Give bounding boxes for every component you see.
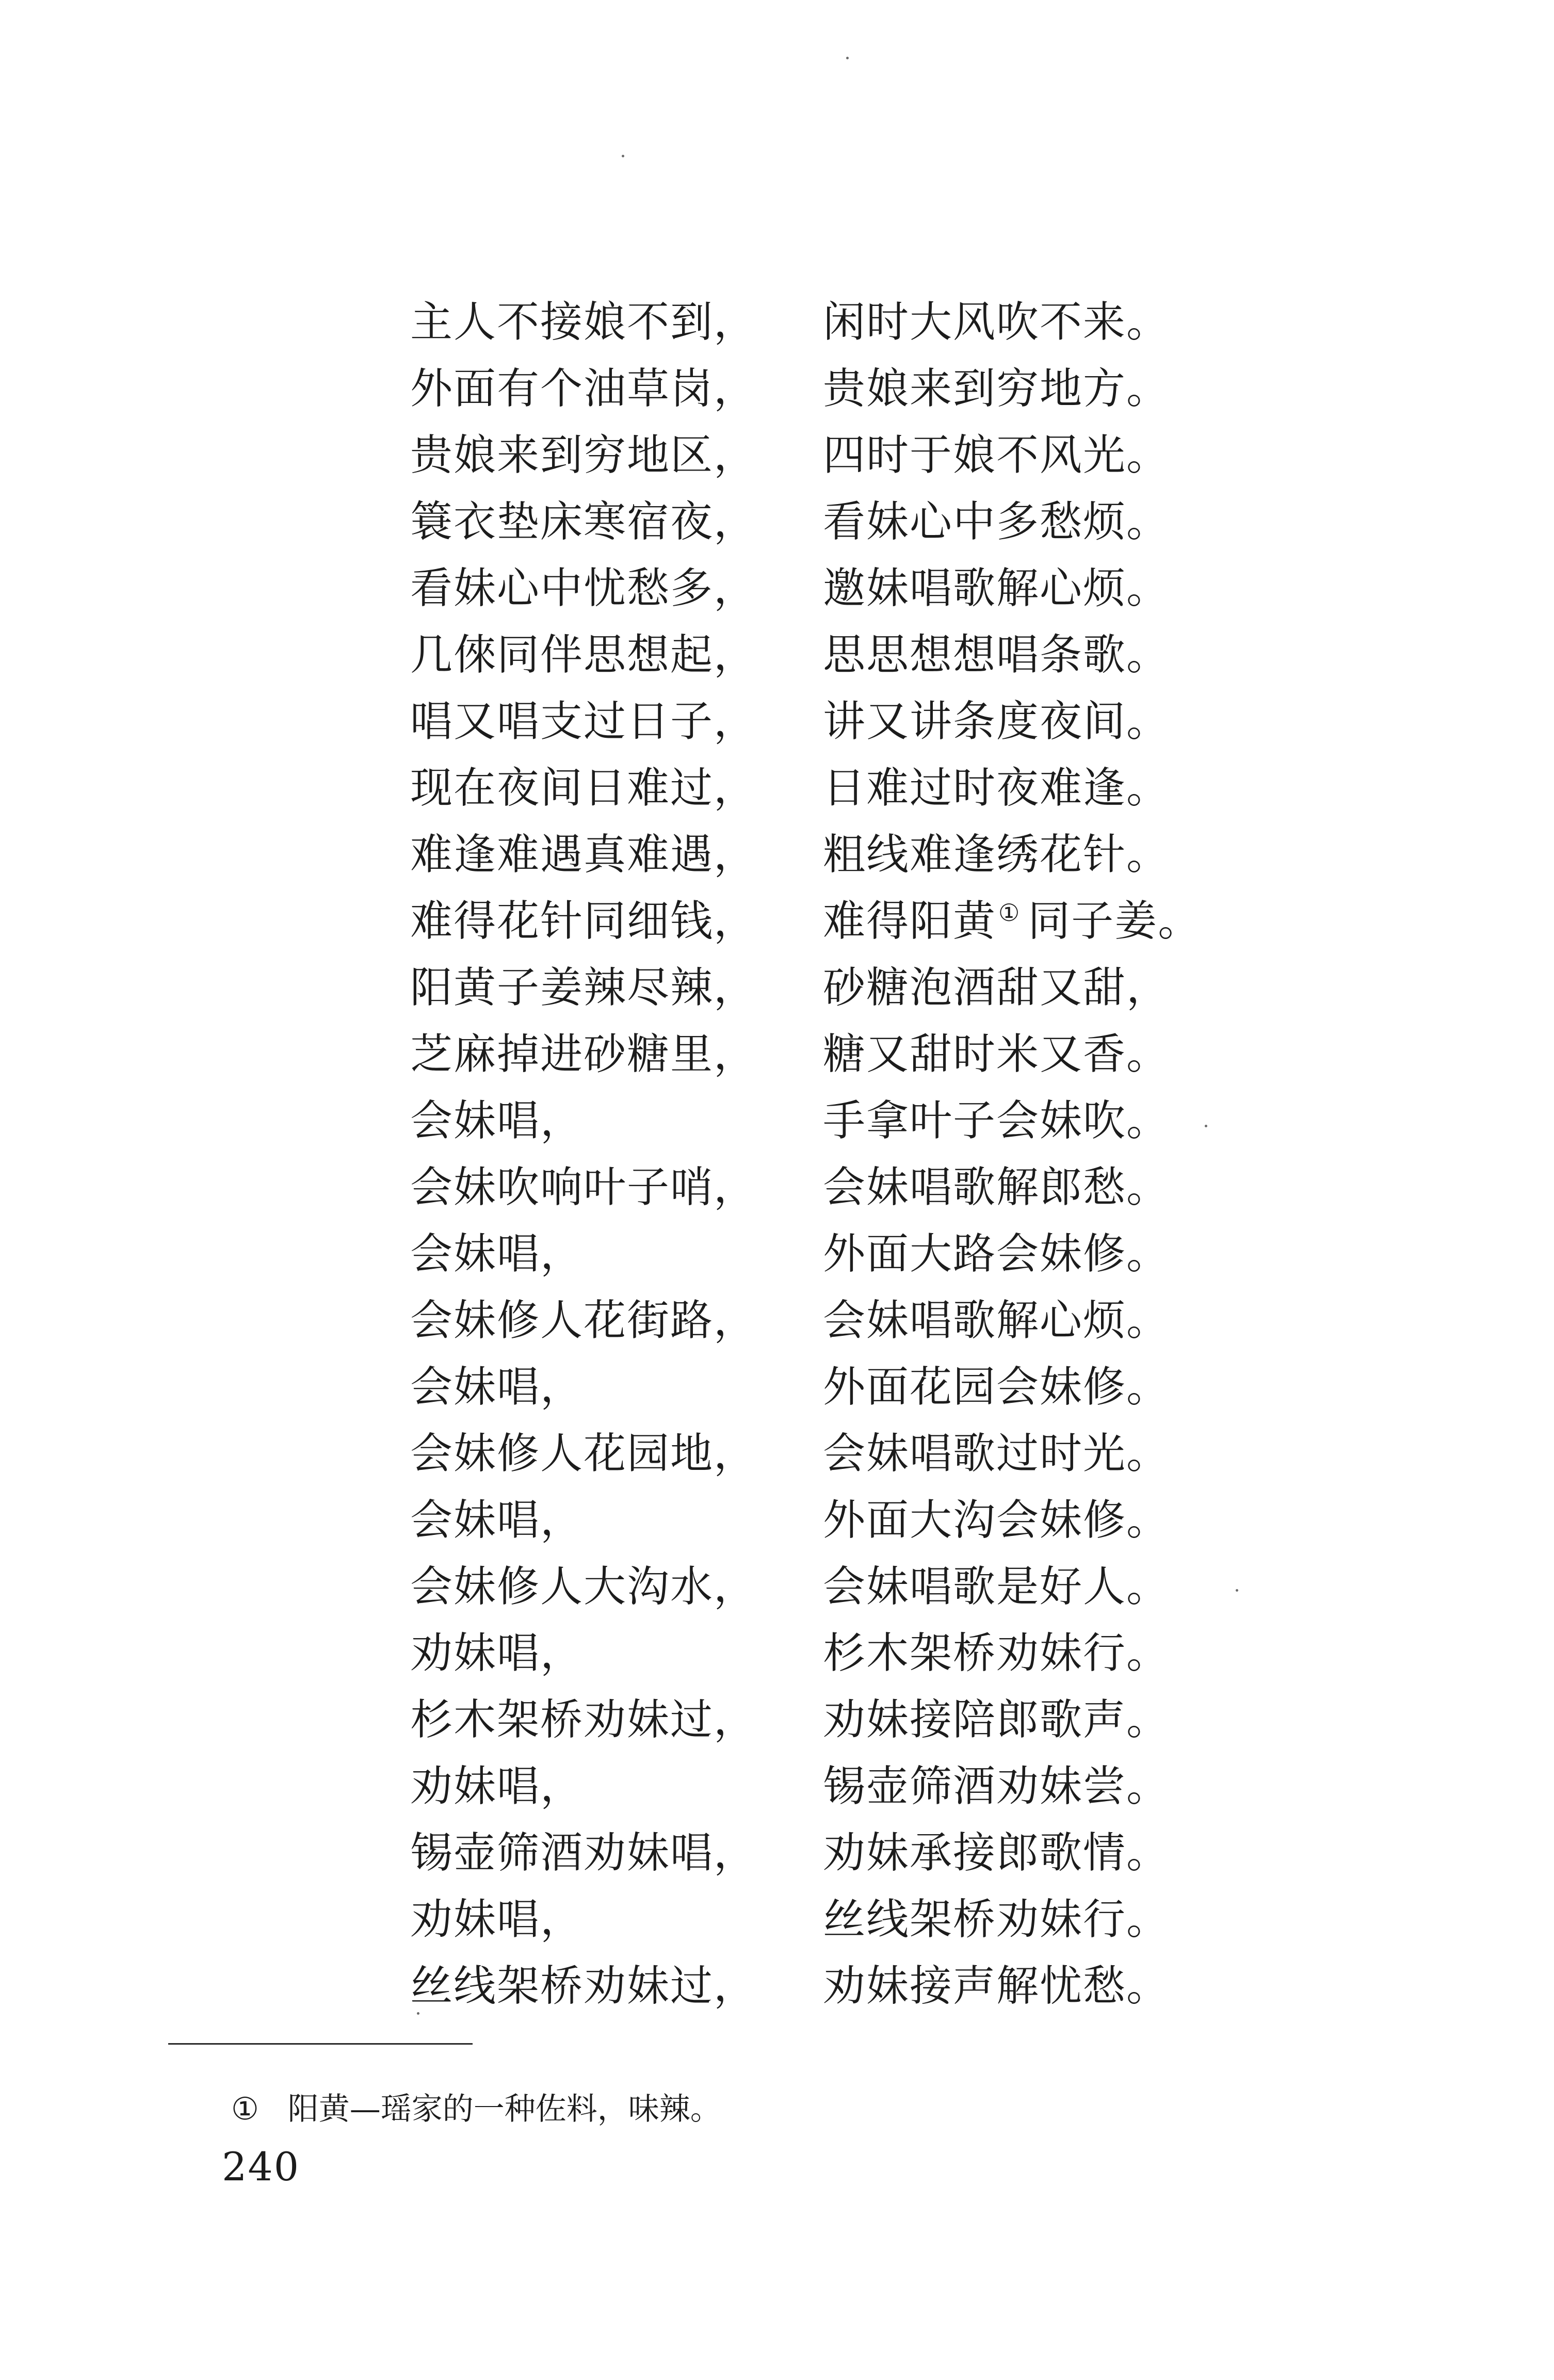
poem-line-right: 思思想想唱条歌。 [823,630,1170,679]
poem-line [410,289,1313,355]
poem-line [410,1687,1313,1753]
poem-line-right: 锡壶筛酒劝妹尝。 [823,1762,1170,1811]
poem-line-right: 看妹心中多愁烦。 [823,497,1170,546]
poem-line [410,555,1313,622]
poem-line [410,1021,1313,1088]
poem-line-right-text: 难得阳黄 [823,897,997,946]
poem-line-left: 贵娘来到穷地区， [410,431,757,480]
scan-speck [622,155,624,157]
poem-line [410,755,1313,821]
poem-line [410,1287,1313,1354]
poem-line-right: 会妹唱歌解心烦。 [823,1296,1170,1345]
poem-line [410,888,1313,954]
poem-line [410,1753,1313,1820]
poem-line-left: 阳黄子姜辣尽辣， [410,963,757,1012]
footnote-divider [168,2043,473,2045]
poem-line-left: 劝妹唱， [410,1762,584,1811]
poem-line [410,1620,1313,1687]
poem-line-left: 杉木架桥劝妹过， [410,1695,757,1744]
poem-line-left: 丝线架桥劝妹过， [410,1962,757,2011]
poem-line [410,422,1313,489]
poem-line [410,1553,1313,1620]
poem-line-left: 会妹唱， [410,1229,584,1278]
poem-line-left: 芝麻掉进砂糖里， [410,1030,757,1079]
poem-line-right: 贵娘来到穷地方。 [823,364,1170,413]
poem-line-right: 砂糖泡酒甜又甜， [823,963,1170,1012]
poem-line-right: 劝妹接声解忧愁。 [823,1962,1170,2011]
scan-speck [846,57,849,59]
poem-line-right: 劝妹承接郎歌情。 [823,1828,1170,1877]
footnote [231,2088,721,2130]
scan-speck [1236,1589,1238,1592]
poem-line-right: 糖又甜时米又香。 [823,1030,1170,1079]
poem-line [410,1420,1313,1487]
poem-line-right: 闲时大风吹不来。 [823,298,1170,347]
poem-line-left: 看妹心中忧愁多， [410,564,757,613]
poem-line [410,821,1313,888]
poem-line-right: 外面花园会妹修。 [823,1363,1170,1412]
page-number: 240 [222,2144,300,2190]
poem-line-left: 会妹修人大沟水， [410,1562,757,1611]
poem-body [410,289,1313,2019]
poem-line-left: 外面有个油草岗， [410,364,757,413]
poem-line-left: 几倈同伴思想起， [410,630,757,679]
poem-line [410,1953,1313,2019]
poem-line-right: 杉木架桥劝妹行。 [823,1629,1170,1678]
poem-line-right: 会妹唱歌是好人。 [823,1562,1170,1611]
poem-line [410,1354,1313,1420]
poem-line-left: 难得花针同细钱， [410,897,757,946]
poem-line [410,688,1313,755]
scan-speck [417,2012,419,2015]
poem-line-left: 现在夜间日难过， [410,764,757,813]
poem-line-right: 丝线架桥劝妹行。 [823,1895,1170,1944]
poem-line-right: 邀妹唱歌解心烦。 [823,564,1170,613]
poem-line [410,1221,1313,1287]
poem-line-right: 粗线难逢绣花针。 [823,830,1170,879]
poem-line [410,954,1313,1021]
poem-line [410,1820,1313,1886]
poem-line [410,1487,1313,1553]
poem-line-left: 会妹吹响叶子哨， [410,1163,757,1212]
footnote-mark: ① [231,2091,259,2127]
poem-line-right [823,888,1201,954]
poem-line-left: 会妹唱， [410,1363,584,1412]
poem-line-left: 劝妹唱， [410,1629,584,1678]
poem-line-right: 外面大路会妹修。 [823,1229,1170,1278]
poem-line-left: 锡壶筛酒劝妹唱， [410,1828,757,1877]
poem-line-right: 日难过时夜难逢。 [823,764,1170,813]
poem-line-right: 外面大沟会妹修。 [823,1496,1170,1545]
poem-line-left: 会妹修人花园地， [410,1429,757,1478]
poem-line-right: 四时于娘不风光。 [823,431,1170,480]
poem-line-left: 劝妹唱， [410,1895,584,1944]
poem-line-left: 主人不接娘不到， [410,298,757,347]
poem-line [410,622,1313,688]
poem-line-left: 会妹修人花街路， [410,1296,757,1345]
poem-line-right-text: 同子姜。 [1028,897,1202,946]
poem-line-right: 讲又讲条度夜间。 [823,697,1170,746]
poem-line [410,1886,1313,1953]
poem-line-left: 簑衣垫床寒宿夜， [410,497,757,546]
poem-line-left: 唱又唱支过日子， [410,697,757,746]
poem-line-right: 会妹唱歌过时光。 [823,1429,1170,1478]
poem-line-right: 劝妹接陪郎歌声。 [823,1695,1170,1744]
poem-line [410,489,1313,555]
poem-line [410,355,1313,422]
footnote-reference: ① [998,898,1021,927]
poem-line-right: 手拿叶子会妹吹。 [823,1096,1170,1145]
poem-line-left: 会妹唱， [410,1496,584,1545]
footnote-text: 阳黄—瑶家的一种佐料，味辣。 [287,2091,721,2127]
poem-line-right: 会妹唱歌解郎愁。 [823,1163,1170,1212]
poem-line [410,1088,1313,1154]
poem-line-left: 会妹唱， [410,1096,584,1145]
scan-speck [1205,1125,1207,1127]
poem-line [410,1154,1313,1221]
poem-line-left: 难逢难遇真难遇， [410,830,757,879]
